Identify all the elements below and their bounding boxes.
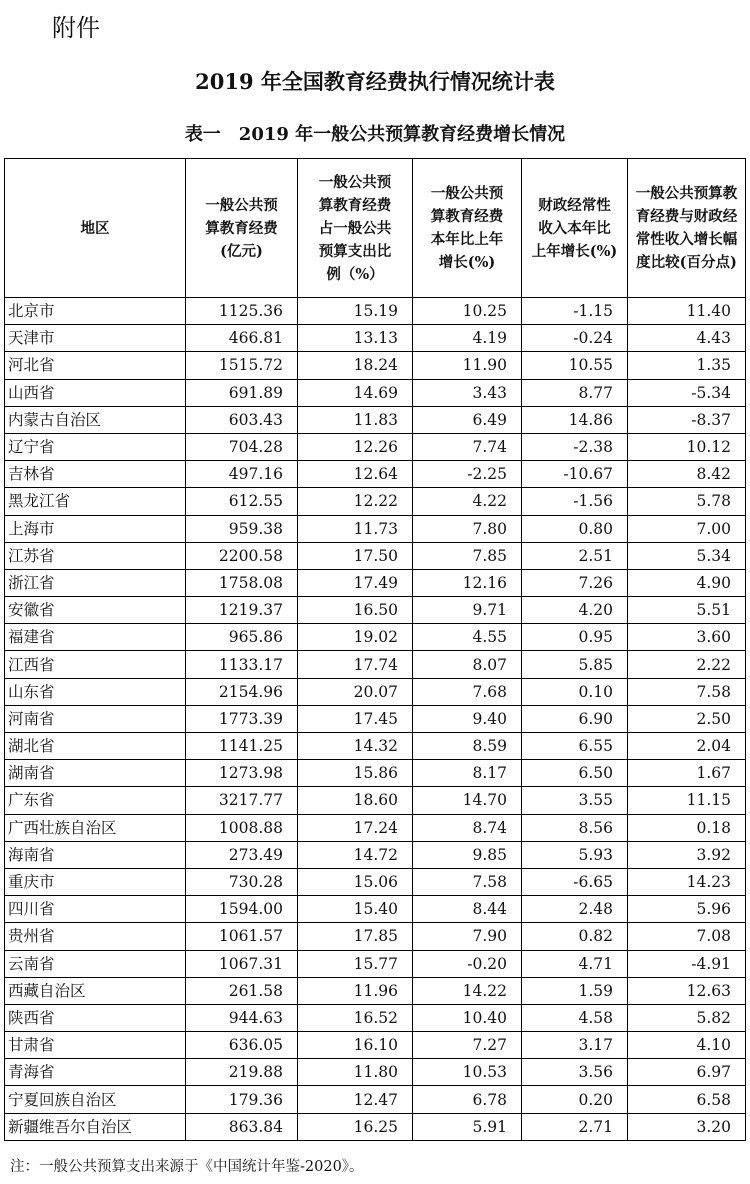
value-cell: 730.28 bbox=[186, 868, 298, 895]
value-cell: 8.74 bbox=[413, 814, 522, 841]
value-cell: 15.19 bbox=[298, 298, 413, 325]
value-cell: 16.52 bbox=[298, 1004, 413, 1031]
value-cell: 11.15 bbox=[628, 787, 746, 814]
region-cell: 西藏自治区 bbox=[5, 977, 186, 1004]
value-cell: 8.44 bbox=[413, 896, 522, 923]
value-cell: 8.56 bbox=[522, 814, 628, 841]
value-cell: 3.20 bbox=[628, 1113, 746, 1140]
value-cell: 1273.98 bbox=[186, 760, 298, 787]
value-cell: 0.95 bbox=[522, 624, 628, 651]
value-cell: 1133.17 bbox=[186, 651, 298, 678]
table-row bbox=[5, 298, 746, 325]
value-cell: 12.26 bbox=[298, 433, 413, 460]
value-cell: 5.91 bbox=[413, 1113, 522, 1140]
header-growth-difference: 一般公共预算教育经费与财政经常性收入增长幅度比较(百分点) bbox=[628, 159, 746, 298]
value-cell: 6.90 bbox=[522, 705, 628, 732]
value-cell: 9.40 bbox=[413, 705, 522, 732]
value-cell: 14.32 bbox=[298, 733, 413, 760]
value-cell: 11.90 bbox=[413, 352, 522, 379]
table-row bbox=[5, 488, 746, 515]
value-cell: 6.49 bbox=[413, 406, 522, 433]
value-cell: 18.60 bbox=[298, 787, 413, 814]
value-cell: 7.68 bbox=[413, 678, 522, 705]
value-cell: 14.70 bbox=[413, 787, 522, 814]
value-cell: 13.13 bbox=[298, 325, 413, 352]
value-cell: 4.58 bbox=[522, 1004, 628, 1031]
value-cell: 17.50 bbox=[298, 542, 413, 569]
education-funding-table bbox=[4, 158, 746, 1141]
value-cell: 1773.39 bbox=[186, 705, 298, 732]
value-cell: 603.43 bbox=[186, 406, 298, 433]
value-cell: 1141.25 bbox=[186, 733, 298, 760]
value-cell: 7.08 bbox=[628, 923, 746, 950]
value-cell: 14.69 bbox=[298, 379, 413, 406]
table-row bbox=[5, 461, 746, 488]
value-cell: 17.74 bbox=[298, 651, 413, 678]
value-cell: 965.86 bbox=[186, 624, 298, 651]
value-cell: 11.96 bbox=[298, 977, 413, 1004]
value-cell: 8.42 bbox=[628, 461, 746, 488]
table-row bbox=[5, 569, 746, 596]
value-cell: 5.82 bbox=[628, 1004, 746, 1031]
value-cell: 6.58 bbox=[628, 1086, 746, 1113]
region-cell: 天津市 bbox=[5, 325, 186, 352]
value-cell: 4.10 bbox=[628, 1032, 746, 1059]
value-cell: 3217.77 bbox=[186, 787, 298, 814]
header-funding-amount: 一般公共预算教育经费(亿元) bbox=[186, 159, 298, 298]
value-cell: -10.67 bbox=[522, 461, 628, 488]
region-cell: 内蒙古自治区 bbox=[5, 406, 186, 433]
value-cell: 1061.57 bbox=[186, 923, 298, 950]
region-cell: 河南省 bbox=[5, 705, 186, 732]
value-cell: 11.83 bbox=[298, 406, 413, 433]
value-cell: 19.02 bbox=[298, 624, 413, 651]
value-cell: 18.24 bbox=[298, 352, 413, 379]
value-cell: 2.50 bbox=[628, 705, 746, 732]
value-cell: 1594.00 bbox=[186, 896, 298, 923]
value-cell: 636.05 bbox=[186, 1032, 298, 1059]
table-subtitle: 表一 2019 年一般公共预算教育经费增长情况 bbox=[184, 124, 566, 145]
value-cell: 273.49 bbox=[186, 841, 298, 868]
value-cell: 5.34 bbox=[628, 542, 746, 569]
value-cell: -2.25 bbox=[413, 461, 522, 488]
attachment-label: 附件 bbox=[52, 14, 100, 42]
value-cell: 15.40 bbox=[298, 896, 413, 923]
value-cell: 1515.72 bbox=[186, 352, 298, 379]
table-header-row bbox=[5, 159, 746, 298]
table-row bbox=[5, 678, 746, 705]
footnote: 注：一般公共预算支出来源于《中国统计年鉴-2020》。 bbox=[10, 1159, 364, 1175]
value-cell: 9.85 bbox=[413, 841, 522, 868]
value-cell: 10.12 bbox=[628, 433, 746, 460]
value-cell: 8.07 bbox=[413, 651, 522, 678]
value-cell: 2.04 bbox=[628, 733, 746, 760]
table-row bbox=[5, 977, 746, 1004]
value-cell: 7.27 bbox=[413, 1032, 522, 1059]
value-cell: 12.16 bbox=[413, 569, 522, 596]
value-cell: 7.80 bbox=[413, 515, 522, 542]
value-cell: 10.40 bbox=[413, 1004, 522, 1031]
table-row bbox=[5, 760, 746, 787]
table-row bbox=[5, 733, 746, 760]
value-cell: 17.24 bbox=[298, 814, 413, 841]
region-cell: 广东省 bbox=[5, 787, 186, 814]
region-cell: 重庆市 bbox=[5, 868, 186, 895]
table-row bbox=[5, 515, 746, 542]
value-cell: 16.25 bbox=[298, 1113, 413, 1140]
table-row bbox=[5, 379, 746, 406]
region-cell: 吉林省 bbox=[5, 461, 186, 488]
table-row bbox=[5, 705, 746, 732]
table-row bbox=[5, 950, 746, 977]
value-cell: 1.67 bbox=[628, 760, 746, 787]
header-region: 地区 bbox=[5, 159, 186, 298]
region-cell: 新疆维吾尔自治区 bbox=[5, 1113, 186, 1140]
value-cell: 8.59 bbox=[413, 733, 522, 760]
region-cell: 北京市 bbox=[5, 298, 186, 325]
table-row bbox=[5, 542, 746, 569]
value-cell: 8.17 bbox=[413, 760, 522, 787]
value-cell: 4.71 bbox=[522, 950, 628, 977]
value-cell: 14.86 bbox=[522, 406, 628, 433]
value-cell: 11.80 bbox=[298, 1059, 413, 1086]
value-cell: 1008.88 bbox=[186, 814, 298, 841]
value-cell: 10.53 bbox=[413, 1059, 522, 1086]
region-cell: 四川省 bbox=[5, 896, 186, 923]
table-row bbox=[5, 406, 746, 433]
table-row bbox=[5, 352, 746, 379]
value-cell: 5.51 bbox=[628, 597, 746, 624]
value-cell: 5.85 bbox=[522, 651, 628, 678]
value-cell: 2.71 bbox=[522, 1113, 628, 1140]
table-row bbox=[5, 841, 746, 868]
value-cell: -0.20 bbox=[413, 950, 522, 977]
value-cell: 20.07 bbox=[298, 678, 413, 705]
main-title: 2019 年全国教育经费执行情况统计表 bbox=[195, 69, 555, 94]
value-cell: 2200.58 bbox=[186, 542, 298, 569]
value-cell: 3.92 bbox=[628, 841, 746, 868]
region-cell: 陕西省 bbox=[5, 1004, 186, 1031]
value-cell: 2.51 bbox=[522, 542, 628, 569]
value-cell: 6.50 bbox=[522, 760, 628, 787]
table-body bbox=[5, 298, 746, 1141]
value-cell: 7.58 bbox=[628, 678, 746, 705]
value-cell: 12.47 bbox=[298, 1086, 413, 1113]
region-cell: 甘肃省 bbox=[5, 1032, 186, 1059]
region-cell: 贵州省 bbox=[5, 923, 186, 950]
value-cell: 0.80 bbox=[522, 515, 628, 542]
value-cell: 1.59 bbox=[522, 977, 628, 1004]
value-cell: 17.49 bbox=[298, 569, 413, 596]
table-row bbox=[5, 923, 746, 950]
value-cell: 7.26 bbox=[522, 569, 628, 596]
region-cell: 辽宁省 bbox=[5, 433, 186, 460]
value-cell: 7.00 bbox=[628, 515, 746, 542]
table-row bbox=[5, 1004, 746, 1031]
value-cell: 3.60 bbox=[628, 624, 746, 651]
value-cell: 1067.31 bbox=[186, 950, 298, 977]
value-cell: 704.28 bbox=[186, 433, 298, 460]
value-cell: 14.22 bbox=[413, 977, 522, 1004]
region-cell: 江西省 bbox=[5, 651, 186, 678]
value-cell: 612.55 bbox=[186, 488, 298, 515]
table-row bbox=[5, 651, 746, 678]
value-cell: 2154.96 bbox=[186, 678, 298, 705]
region-cell: 宁夏回族自治区 bbox=[5, 1086, 186, 1113]
value-cell: -8.37 bbox=[628, 406, 746, 433]
value-cell: 0.10 bbox=[522, 678, 628, 705]
value-cell: 3.56 bbox=[522, 1059, 628, 1086]
value-cell: 466.81 bbox=[186, 325, 298, 352]
value-cell: 6.78 bbox=[413, 1086, 522, 1113]
value-cell: 15.77 bbox=[298, 950, 413, 977]
value-cell: 691.89 bbox=[186, 379, 298, 406]
value-cell: 15.06 bbox=[298, 868, 413, 895]
value-cell: 5.78 bbox=[628, 488, 746, 515]
table-row bbox=[5, 1059, 746, 1086]
value-cell: 4.55 bbox=[413, 624, 522, 651]
value-cell: 1125.36 bbox=[186, 298, 298, 325]
region-cell: 广西壮族自治区 bbox=[5, 814, 186, 841]
table-row bbox=[5, 1086, 746, 1113]
value-cell: 16.10 bbox=[298, 1032, 413, 1059]
value-cell: 5.96 bbox=[628, 896, 746, 923]
table-row bbox=[5, 433, 746, 460]
value-cell: 12.64 bbox=[298, 461, 413, 488]
value-cell: 4.22 bbox=[413, 488, 522, 515]
region-cell: 河北省 bbox=[5, 352, 186, 379]
value-cell: 12.22 bbox=[298, 488, 413, 515]
table-row bbox=[5, 868, 746, 895]
value-cell: 3.55 bbox=[522, 787, 628, 814]
value-cell: 4.90 bbox=[628, 569, 746, 596]
value-cell: 16.50 bbox=[298, 597, 413, 624]
value-cell: -2.38 bbox=[522, 433, 628, 460]
region-cell: 浙江省 bbox=[5, 569, 186, 596]
table-row bbox=[5, 787, 746, 814]
value-cell: -5.34 bbox=[628, 379, 746, 406]
value-cell: 863.84 bbox=[186, 1113, 298, 1140]
value-cell: 2.22 bbox=[628, 651, 746, 678]
table-row bbox=[5, 624, 746, 651]
value-cell: 1.35 bbox=[628, 352, 746, 379]
value-cell: 944.63 bbox=[186, 1004, 298, 1031]
value-cell: 7.58 bbox=[413, 868, 522, 895]
value-cell: 959.38 bbox=[186, 515, 298, 542]
region-cell: 湖北省 bbox=[5, 733, 186, 760]
table-row bbox=[5, 896, 746, 923]
value-cell: 8.77 bbox=[522, 379, 628, 406]
value-cell: 1219.37 bbox=[186, 597, 298, 624]
region-cell: 山东省 bbox=[5, 678, 186, 705]
value-cell: 5.93 bbox=[522, 841, 628, 868]
table-row bbox=[5, 814, 746, 841]
table-row bbox=[5, 325, 746, 352]
value-cell: 9.71 bbox=[413, 597, 522, 624]
value-cell: 0.82 bbox=[522, 923, 628, 950]
value-cell: 14.23 bbox=[628, 868, 746, 895]
region-cell: 山西省 bbox=[5, 379, 186, 406]
region-cell: 湖南省 bbox=[5, 760, 186, 787]
region-cell: 海南省 bbox=[5, 841, 186, 868]
value-cell: 1758.08 bbox=[186, 569, 298, 596]
value-cell: -6.65 bbox=[522, 868, 628, 895]
value-cell: 11.40 bbox=[628, 298, 746, 325]
value-cell: 497.16 bbox=[186, 461, 298, 488]
value-cell: 12.63 bbox=[628, 977, 746, 1004]
value-cell: 0.20 bbox=[522, 1086, 628, 1113]
region-cell: 福建省 bbox=[5, 624, 186, 651]
table-row bbox=[5, 1032, 746, 1059]
header-funding-growth: 一般公共预算教育经费本年比上年增长(%) bbox=[413, 159, 522, 298]
region-cell: 上海市 bbox=[5, 515, 186, 542]
value-cell: -0.24 bbox=[522, 325, 628, 352]
value-cell: 7.90 bbox=[413, 923, 522, 950]
value-cell: 2.48 bbox=[522, 896, 628, 923]
value-cell: 15.86 bbox=[298, 760, 413, 787]
value-cell: 4.20 bbox=[522, 597, 628, 624]
region-cell: 云南省 bbox=[5, 950, 186, 977]
value-cell: 6.97 bbox=[628, 1059, 746, 1086]
table-row bbox=[5, 1113, 746, 1140]
value-cell: 3.43 bbox=[413, 379, 522, 406]
region-cell: 江苏省 bbox=[5, 542, 186, 569]
value-cell: -1.15 bbox=[522, 298, 628, 325]
value-cell: 4.19 bbox=[413, 325, 522, 352]
region-cell: 青海省 bbox=[5, 1059, 186, 1086]
table-row bbox=[5, 597, 746, 624]
value-cell: 0.18 bbox=[628, 814, 746, 841]
value-cell: 17.85 bbox=[298, 923, 413, 950]
header-revenue-growth: 财政经常性收入本年比上年增长(%) bbox=[522, 159, 628, 298]
value-cell: 4.43 bbox=[628, 325, 746, 352]
header-funding-share: 一般公共预算教育经费占一般公共预算支出比例（%） bbox=[298, 159, 413, 298]
value-cell: 10.25 bbox=[413, 298, 522, 325]
region-cell: 安徽省 bbox=[5, 597, 186, 624]
value-cell: 6.55 bbox=[522, 733, 628, 760]
value-cell: 10.55 bbox=[522, 352, 628, 379]
value-cell: 7.74 bbox=[413, 433, 522, 460]
value-cell: 7.85 bbox=[413, 542, 522, 569]
value-cell: 219.88 bbox=[186, 1059, 298, 1086]
value-cell: 14.72 bbox=[298, 841, 413, 868]
value-cell: 11.73 bbox=[298, 515, 413, 542]
value-cell: 17.45 bbox=[298, 705, 413, 732]
value-cell: 261.58 bbox=[186, 977, 298, 1004]
value-cell: 179.36 bbox=[186, 1086, 298, 1113]
region-cell: 黑龙江省 bbox=[5, 488, 186, 515]
value-cell: -1.56 bbox=[522, 488, 628, 515]
value-cell: -4.91 bbox=[628, 950, 746, 977]
value-cell: 3.17 bbox=[522, 1032, 628, 1059]
